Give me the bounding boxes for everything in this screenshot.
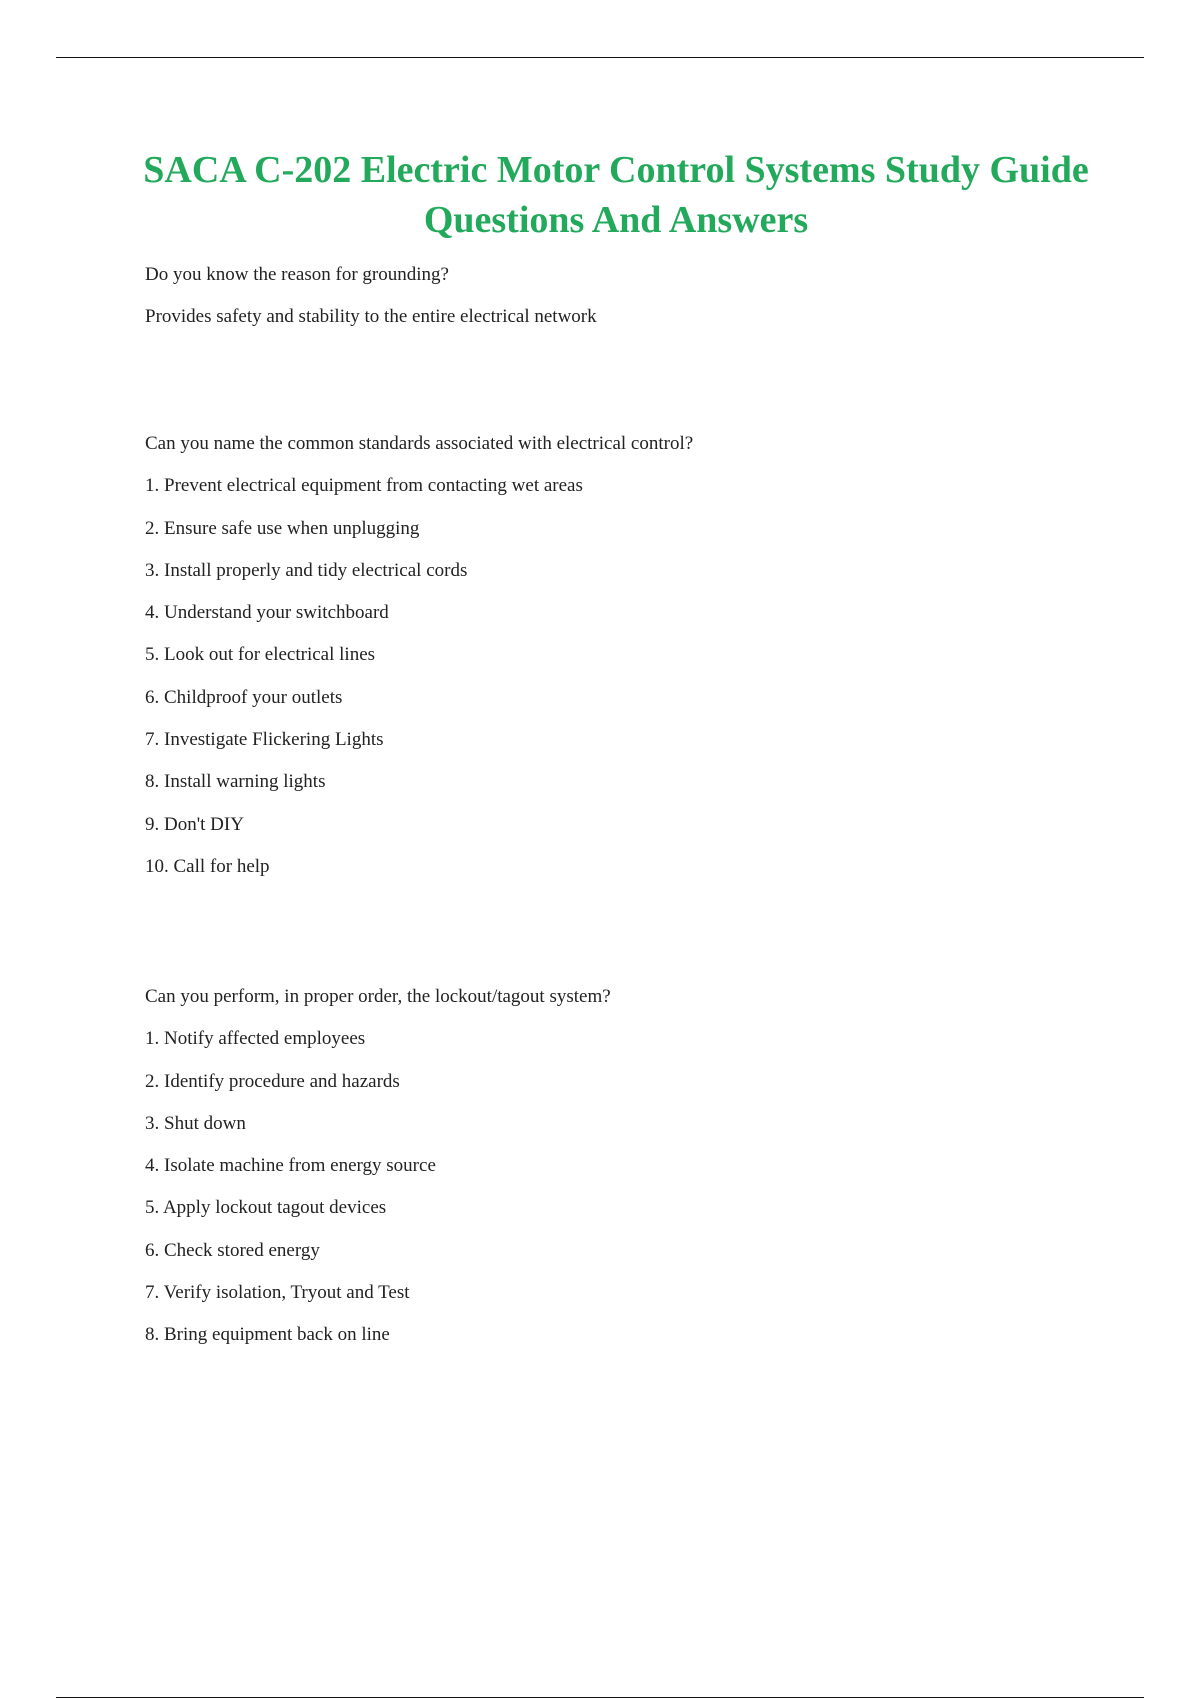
question-text: Can you name the common standards associated with electrical control? (145, 433, 694, 454)
answer-list-item: 1. Prevent electrical equipment from contacting wet areas (145, 475, 583, 497)
qa-section-grounding (145, 254, 1045, 339)
top-rule (56, 57, 1144, 58)
answer-list-item: 6. Childproof your outlets (145, 686, 343, 708)
answer-list-item: 6. Check stored energy (145, 1239, 320, 1261)
answer-list-item: 3. Shut down (145, 1112, 246, 1134)
answer-list-item: 2. Identify procedure and hazards (145, 1070, 400, 1092)
qa-section-standards (145, 423, 1045, 888)
answer-list-item: 8. Install warning lights (145, 771, 326, 793)
answer-list-item: 7. Investigate Flickering Lights (145, 729, 384, 751)
answer-list-item: 2. Ensure safe use when unplugging (145, 517, 420, 539)
answer-list-item: 3. Install properly and tidy electrical cords (145, 559, 468, 581)
answer-text: Provides safety and stability to the entire electrical network (145, 306, 597, 328)
answer-list-item: 1. Notify affected employees (145, 1028, 366, 1050)
answer-list-item: 8. Bring equipment back on line (145, 1324, 390, 1346)
answer-list-item: 9. Don't DIY (145, 813, 244, 835)
answer-list-item: 10. Call for help (145, 855, 270, 877)
answer-list-item: 5. Apply lockout tagout devices (145, 1197, 387, 1219)
answer-list-item: 5. Look out for electrical lines (145, 644, 376, 666)
answer-list-item: 7. Verify isolation, Tryout and Test (145, 1282, 410, 1304)
question-text: Do you know the reason for grounding? (145, 264, 449, 285)
qa-section-lockout-tagout (145, 976, 1045, 1357)
answer-list-item: 4. Understand your switchboard (145, 602, 389, 624)
question-text: Can you perform, in proper order, the lockout/tagout system? (145, 986, 611, 1007)
document-title: SACA C-202 Electric Motor Control Systems Study Guide Questions And Answers (143, 149, 1089, 241)
bottom-rule (56, 1697, 1144, 1698)
answer-list-item: 4. Isolate machine from energy source (145, 1155, 436, 1177)
